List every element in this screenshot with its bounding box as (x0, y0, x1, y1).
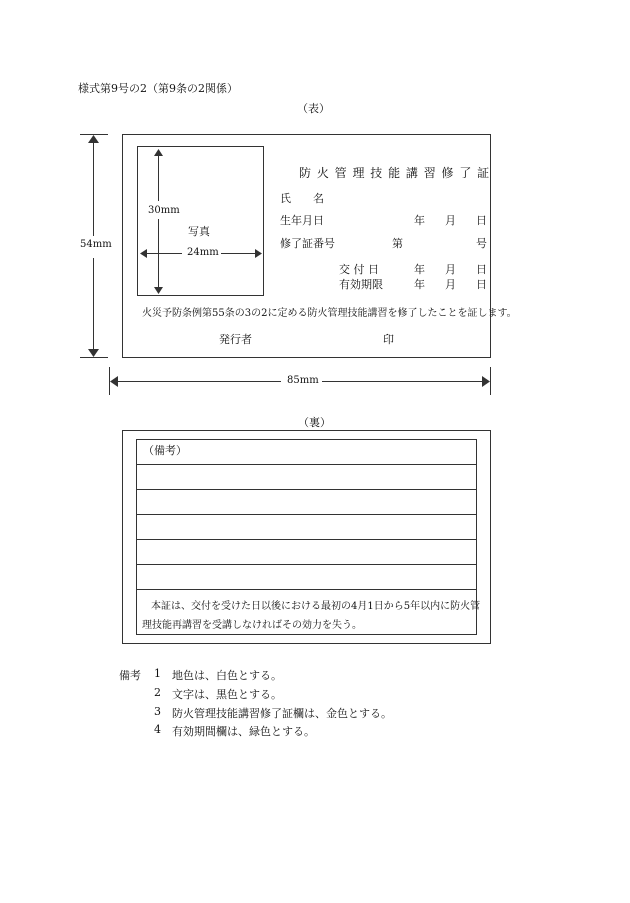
issue-day-unit: 日 (476, 263, 487, 276)
remarks-row (137, 565, 476, 590)
photo-height-label: 30mm (148, 205, 180, 216)
expiry-label: 有効期限 (339, 278, 383, 291)
note-text: 文字は、黒色とする。 (172, 688, 282, 701)
note-number: 1 (154, 667, 161, 680)
arrow-down-icon (88, 349, 99, 357)
expiry-year-unit: 年 (414, 278, 425, 291)
validity-text-line2: 理技能再講習を受講しなければその効力を失う。 (142, 620, 362, 631)
issue-month-unit: 月 (445, 263, 456, 276)
arrow-right-icon (255, 249, 262, 258)
back-card (122, 430, 491, 644)
certification-text: 火災予防条例第55条の3の2に定める防火管理技能講習を修了したことを証します。 (142, 308, 517, 319)
birth-month-unit: 月 (445, 214, 456, 227)
card-title: 防 火 管 理 技 能 講 習 修 了 証 (299, 166, 491, 180)
arrow-up-icon (88, 135, 99, 143)
remarks-row (137, 465, 476, 490)
note-number: 3 (154, 705, 161, 718)
note-number: 4 (154, 723, 161, 736)
issue-year-unit: 年 (414, 263, 425, 276)
remarks-area (136, 439, 481, 635)
arrow-left-icon (110, 376, 118, 387)
arrow-down-icon (154, 287, 163, 294)
note-text: 防火管理技能講習修了証欄は、金色とする。 (172, 707, 392, 720)
issuer-label: 発行者 (219, 333, 252, 346)
birthdate-label: 生年月日 (280, 214, 324, 227)
note-text: 地色は、白色とする。 (172, 669, 282, 682)
photo-area (137, 146, 264, 296)
remarks-row (137, 490, 476, 515)
validity-text-line1: 本証は、交付を受けた日以後における最初の4月1日から5年以内に防火管 (151, 601, 481, 612)
expiry-day-unit: 日 (476, 278, 487, 291)
remarks-header: （備考） (143, 444, 187, 457)
width-dimension-label: 85mm (287, 375, 319, 386)
note-number: 2 (154, 686, 161, 699)
remarks-row (137, 540, 476, 565)
seal-label: 印 (383, 333, 394, 346)
form-title: 様式第9号の2（第9条の2関係） (78, 82, 238, 95)
front-card (122, 134, 517, 358)
notes-heading: 備考 (119, 669, 141, 682)
cert-number-prefix: 第 (392, 237, 403, 250)
photo-label: 写真 (188, 225, 210, 238)
arrow-right-icon (482, 376, 490, 387)
issue-date-label: 交 付 日 (339, 263, 379, 276)
height-dimension-label: 54mm (80, 239, 112, 250)
arrow-up-icon (154, 149, 163, 156)
back-side-label: （裏） (298, 416, 331, 429)
cert-number-suffix: 号 (476, 237, 487, 250)
birth-day-unit: 日 (476, 214, 487, 227)
remarks-row (137, 440, 476, 465)
front-side-label: （表） (297, 102, 330, 115)
expiry-month-unit: 月 (445, 278, 456, 291)
name-label: 氏 名 (280, 192, 324, 205)
arrow-left-icon (140, 249, 147, 258)
photo-width-label: 24mm (187, 247, 219, 258)
birth-year-unit: 年 (414, 214, 425, 227)
cert-number-label: 修了証番号 (280, 237, 335, 250)
remarks-row (137, 515, 476, 540)
note-text: 有効期間欄は、緑色とする。 (172, 725, 315, 738)
